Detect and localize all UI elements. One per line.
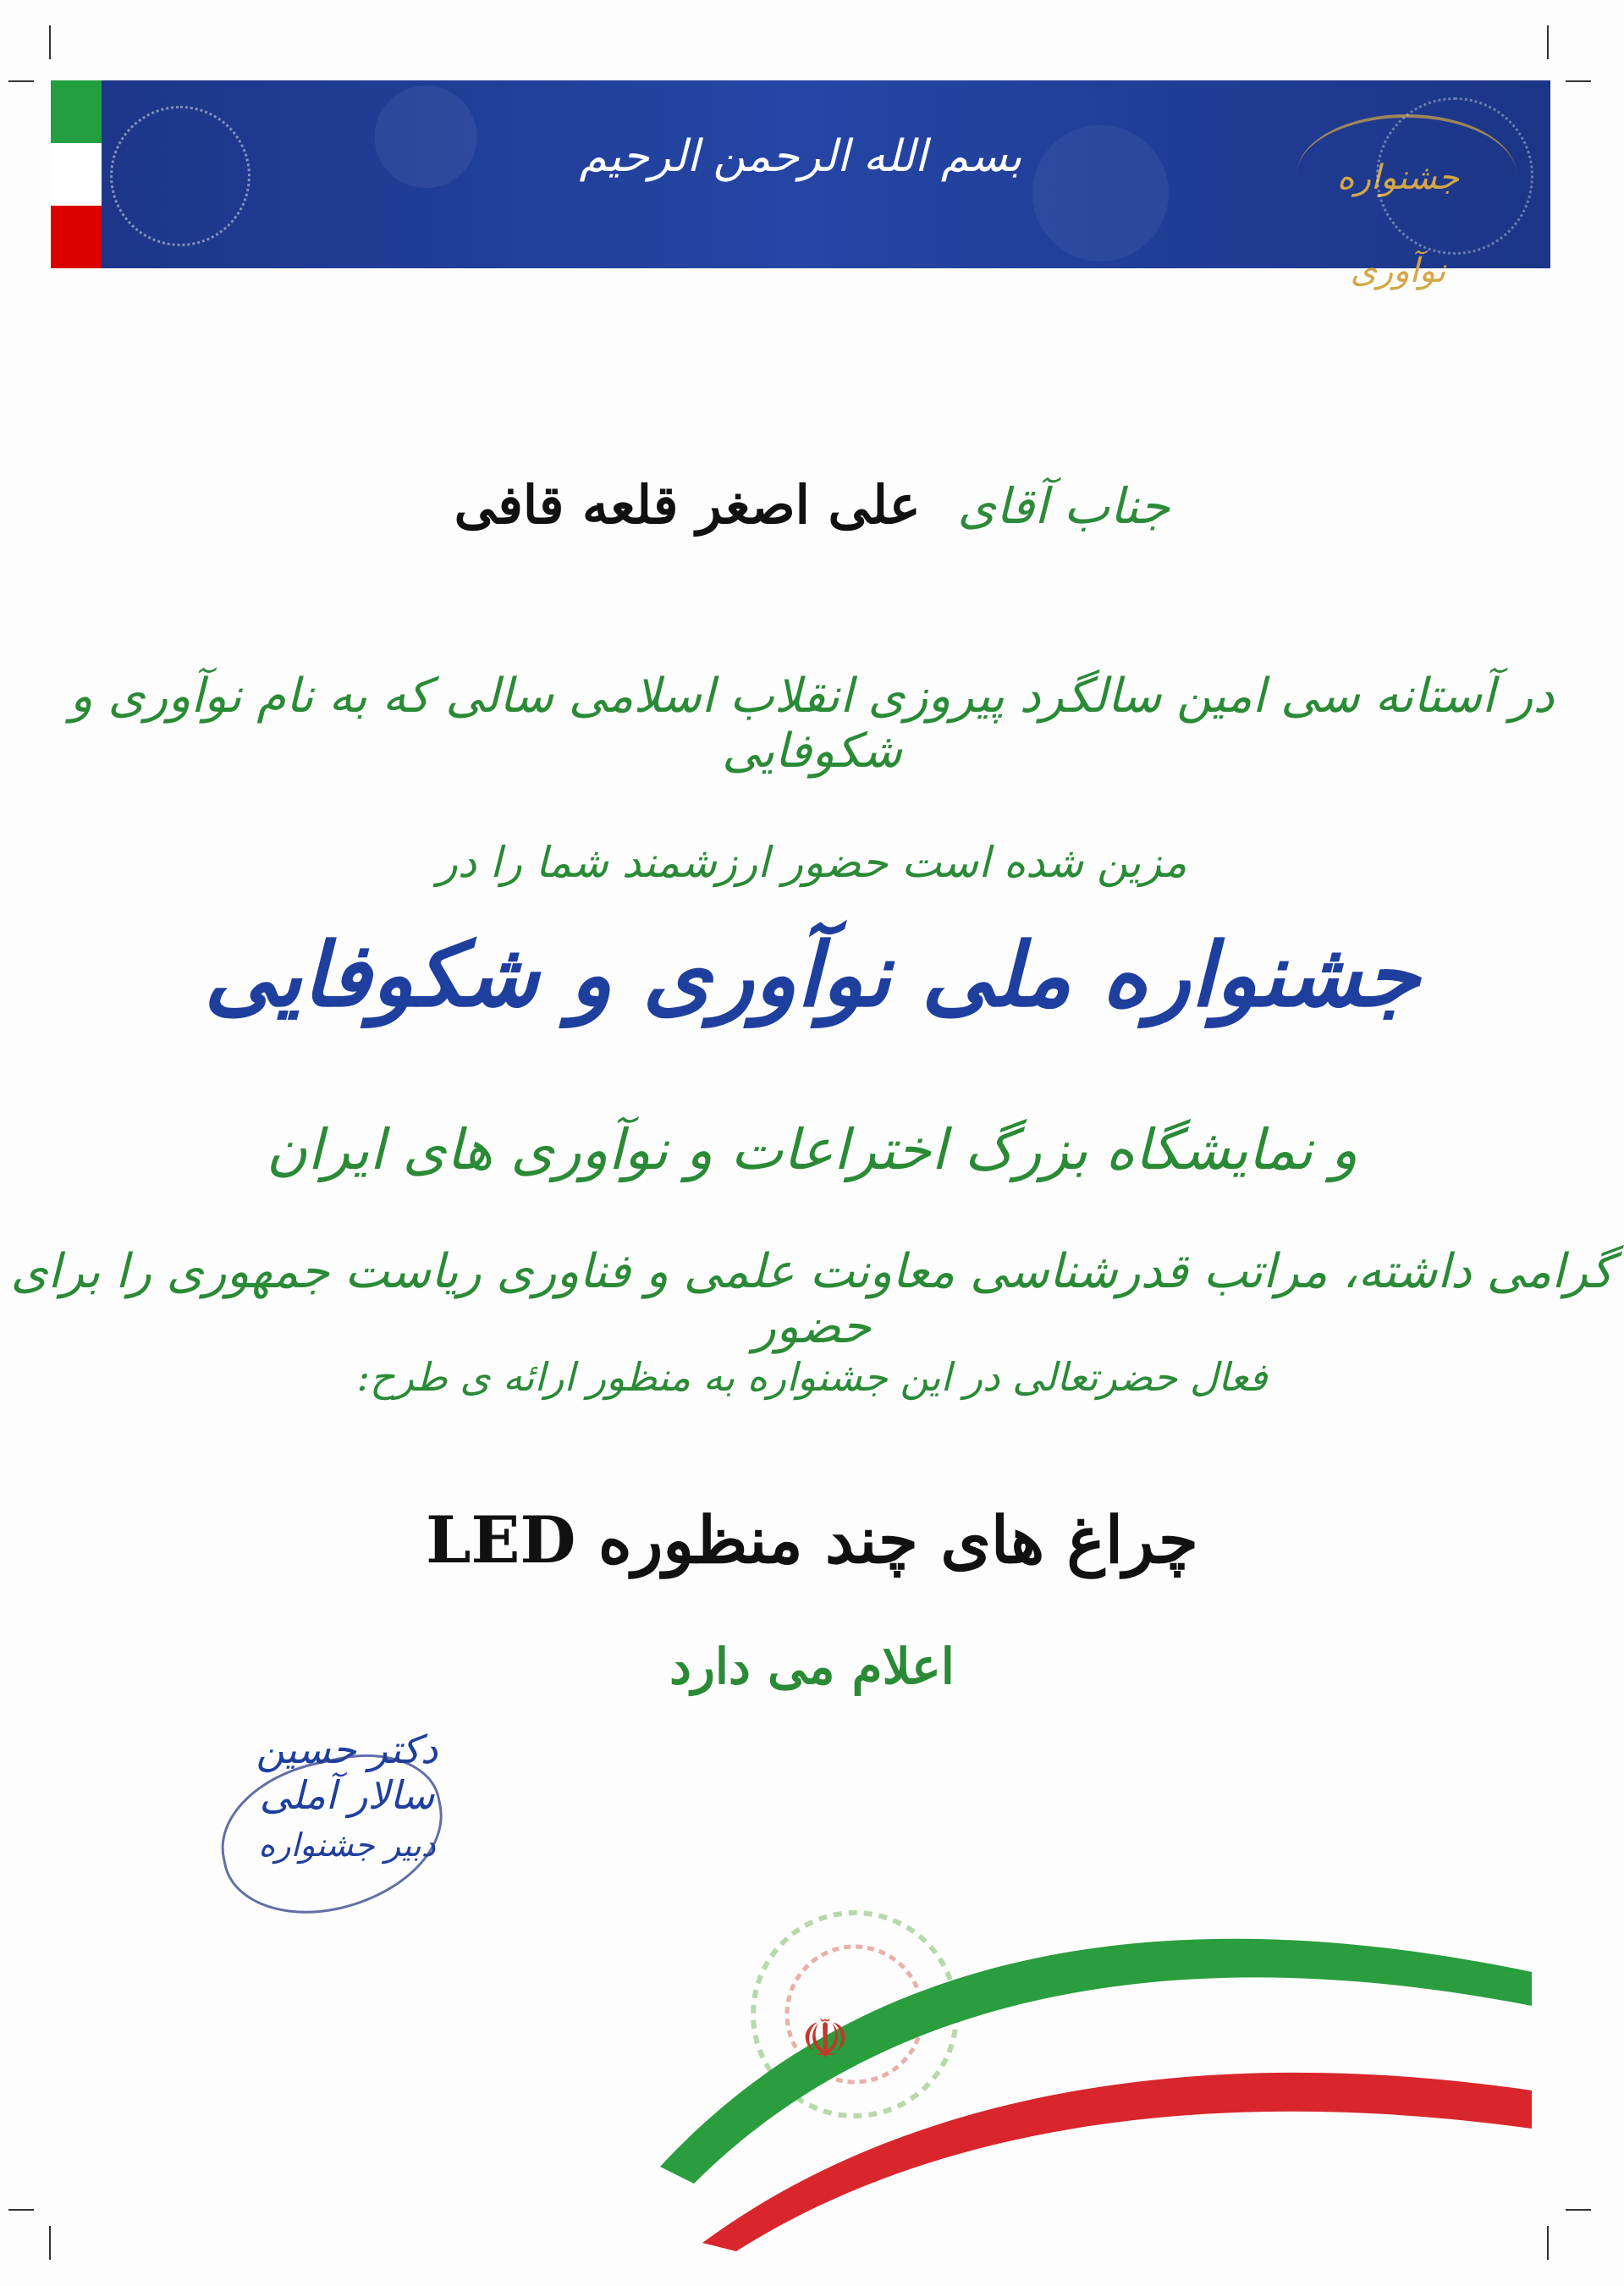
basmala-calligraphy: بسم الله الرحمن الرحیم (579, 131, 1022, 182)
recipient-line (0, 474, 1624, 536)
festival-title: جشنواره ملی نوآوری و شکوفایی (204, 923, 1420, 1027)
flag-ribbon-decoration (643, 1845, 1540, 2251)
crop-mark-bottom-right-v (1547, 2226, 1549, 2260)
crop-mark-top-right-v (1547, 25, 1549, 59)
exhibition-title: و نمایشگاه بزرگ اختراعات و نوآوری های ایران (266, 1117, 1358, 1182)
iran-emblem-icon: ☫ (801, 2008, 850, 2071)
appreciation-line-2: فعال حضرتعالی در این جشنواره به منظور ارائه ی طرح: (356, 1354, 1268, 1400)
intro-line-2: مزین شده است حضور ارزشمند شما را در (437, 838, 1187, 887)
signature-block (212, 1727, 482, 1896)
announcement: اعلام می دارد (669, 1638, 955, 1695)
crop-mark-top-left-v (49, 25, 51, 59)
appreciation-line-1: گرامی داشته، مراتب قدرشناسی معاونت علمی و فناوری ریاست جمهوری را برای حضور (10, 1244, 1614, 1354)
flag-ribbon-green (660, 1939, 1532, 2184)
rosette-ornament-icon (1376, 97, 1533, 255)
crop-mark-top-left-h (8, 80, 34, 82)
crop-mark-bottom-left-h (8, 2209, 34, 2211)
signature-role: دبیر جشنواره (258, 1826, 436, 1864)
recipient-name: علی اصغر قلعه قافی (454, 474, 921, 536)
flag-red-stripe (51, 206, 102, 268)
signature-name: دکتر حسین سالار آملی (256, 1727, 438, 1818)
intro-line-1: در آستانه سی امین سالگرد پیروزی انقلاب اسلامی سالی که به نام نوآوری و شکوفایی (69, 669, 1555, 779)
festival-logo-text: جشنواره نوآوری (1336, 158, 1460, 290)
project-title: چراغ های چند منظوره LED (426, 1502, 1198, 1578)
crop-mark-top-right-h (1566, 80, 1591, 82)
crop-mark-bottom-right-h (1566, 2209, 1591, 2211)
recipient-title: جناب آقای (957, 477, 1170, 535)
crop-mark-bottom-left-v (49, 2226, 51, 2260)
header-banner (51, 80, 1550, 290)
flag-ribbon-red (702, 2073, 1532, 2251)
